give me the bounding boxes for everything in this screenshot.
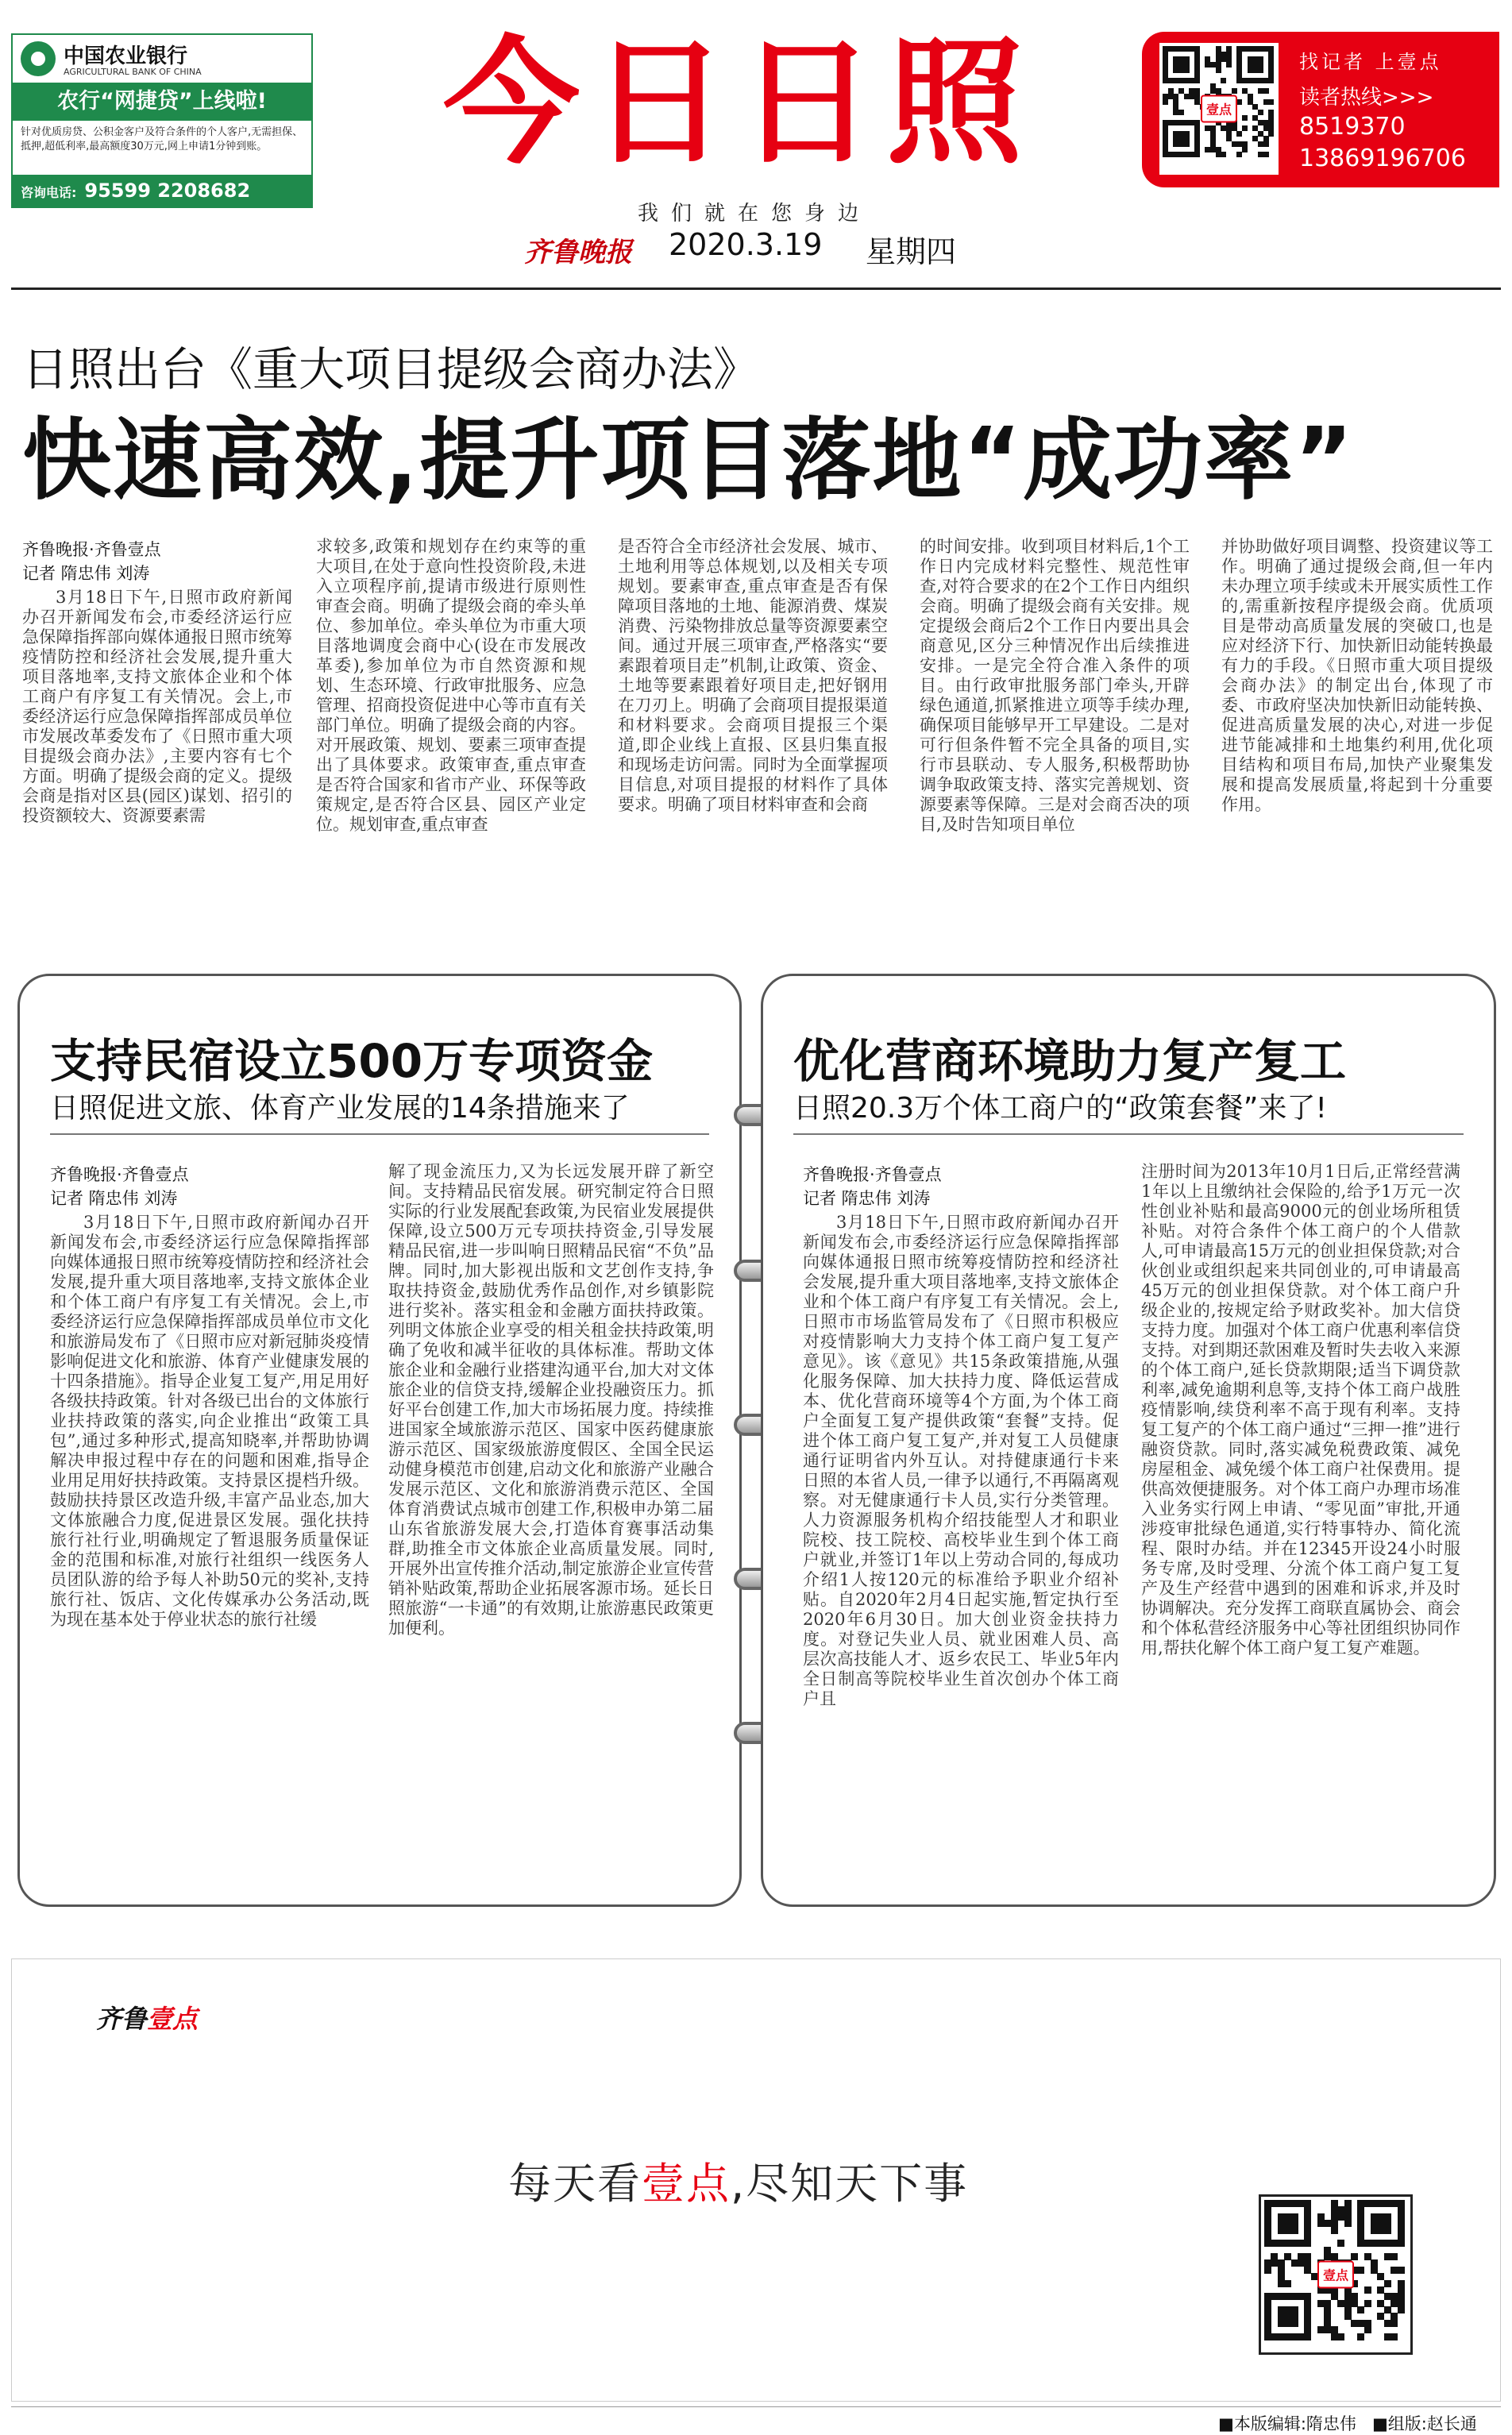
qr-module: [1178, 110, 1184, 115]
yidian-logo: [96, 1999, 198, 2036]
bank-description: 针对优质房贷、公积金客户及符合条件的个人客户,无需担保、抵押,超低利率,最高额度30万元,网上申请1分钟到账。: [21, 126, 303, 152]
lead-byline: [22, 537, 161, 585]
qr-module: [1357, 2306, 1364, 2313]
masthead-slogan: 我们就在您身边: [637, 202, 871, 226]
masthead-title: 今日日照: [443, 23, 1034, 183]
lead-paragraph: 3月18日下午,日照市政府新闻办召开新闻发布会,市委经济运行应急保障指挥部向媒体通报日照市统筹疫情防控和经济社会发展,提升重大项目落地率,支持文旅体企业和个体工商户有序复工有关情况。会上,市委经济运行应急保障指挥部成员单位市发展改革委发布了《日照市重大项目提级会商办法》,主要内容有七个方面。明确了提级会商的定义。提级会商是指对区县(园区)谋划、招引的投资额较大、资源要素需: [22, 588, 292, 825]
qr-module: [1232, 88, 1237, 94]
footer-divider: [11, 2406, 1501, 2407]
bank-name: 中国农业银行: [64, 44, 188, 68]
ad-slogan-pre: 每天看: [508, 2159, 642, 2209]
lead-column-3: [618, 537, 888, 937]
qr-module: [1263, 152, 1269, 157]
box-left-divider: [50, 1133, 709, 1135]
box-right-column-1: [803, 1213, 1119, 1880]
qr-module: [1291, 2227, 1298, 2234]
qr-module: [1331, 2227, 1338, 2234]
bank-hotline-label: 咨询电话:: [21, 185, 77, 200]
box-left-subtitle: 日照促进文旅、体育产业发展的14条措施来了: [50, 1092, 630, 1125]
qr-module: [1221, 78, 1226, 83]
qr-module: [1390, 2253, 1398, 2260]
qr-module: [1194, 78, 1200, 83]
qr-module: [1242, 147, 1248, 152]
qr-module: [1351, 2253, 1358, 2260]
bank-advert[interactable]: [11, 33, 313, 208]
qr-module: [1284, 2280, 1291, 2287]
qr-module: [1398, 2240, 1405, 2247]
issue-weekday: 星期四: [866, 234, 957, 269]
footer-credits: [1218, 2411, 1477, 2435]
qr-module: [1344, 2220, 1352, 2227]
box-right-divider: [793, 1133, 1464, 1135]
qr-module: [1364, 2326, 1371, 2333]
article-box-right: [761, 974, 1496, 1907]
qr-module: [1337, 2240, 1344, 2247]
bank-hotline-number: 95599 2208682: [84, 179, 251, 202]
qr-module: [1184, 141, 1190, 147]
qr-module: [1163, 99, 1168, 105]
box-left-title: 支持民宿设立500万专项资金: [50, 1034, 654, 1088]
box-left-paragraph: 解了现金流压力,又为长远发展开辟了新空间。支持精品民宿发展。研究制定符合日照实际的行业发展配套政策,为民宿业发展提供保障,设立500万元专项扶持资金,引导发展精品民宿,进一步叫响日照精品民宿“不负”品牌。同时,加大影视出版和文艺创作支持,争取扶持资金,鼓励优秀作品创作,对乡镇影院进行奖补。落实租金和金融方面扶持政策。列明文体旅企业享受的相关租金扶持政策,明确了免收和减半征收的具体标准。帮助文体旅企业和金融行业搭建沟通平台,加大对文体旅企业的信贷支持,缓解企业投融资压力。抓好平台创建工作,加大市场拓展力度。持续推进国家全域旅游示范区、国家中医药健康旅游示范区、国家级旅游度假区、全国全民运动健身模范市创建,启动文化和旅游产业融合发展示范区、文化和旅游消费示范区、全国体育消费试点城市创建工作,积极申办第二届山东省旅游发展大会,打造体育赛事活动集群,助推全市文体旅企业高质量发展。同时,开展外出宣传推介活动,制定旅游企业宣传营销补贴政策,帮助企业拓展客源市场。延长日照旅游“一卡通”的有效期,让旅游惠民政策更加便利。: [388, 1162, 714, 1638]
qr-module: [1291, 2320, 1298, 2327]
qr-badge: 壹点: [1201, 95, 1237, 123]
byline-names: 记者 隋忠伟 刘涛: [50, 1189, 178, 1208]
box-right-byline: [803, 1162, 942, 1210]
abc-logo-icon: [21, 41, 56, 76]
qr-module: [1268, 78, 1274, 83]
ad-qr-code-icon[interactable]: [1259, 2194, 1413, 2355]
contact-title: 找记者 上壹点: [1299, 51, 1442, 73]
qr-module: [1268, 131, 1274, 137]
lead-headline: 快速高效,提升项目落地“成功率”: [22, 409, 1355, 512]
byline-unit: 齐鲁晚报·齐鲁壹点: [803, 1165, 942, 1184]
footer-editor: ■本版编辑:隋忠伟: [1218, 2414, 1356, 2433]
lead-paragraph: 的时间安排。收到项目材料后,1个工作日内完成材料完整性、规范性审查,对符合要求的在2个工作日内组织会商。明确了提级会商有关安排。规定提级会商后2个工作日内要出具会商意见,区分三种情况作出后续推进安排。一是完全符合准入条件的项目。由行政审批服务部门牵头,开辟绿色通道,抓紧推进立项等手续办理,确保项目能够早开工早建设。二是对可行但条件暂不完全具备的项目,实行市县联动、专人服务,积极帮助协调争取政策支持、落实完善规划、资源要素等保障。三是对会商否决的项目,及时告知项目单位: [920, 537, 1190, 834]
qr-module: [1268, 99, 1274, 105]
qr-module: [1242, 125, 1248, 131]
qr-module: [1390, 2333, 1398, 2340]
yidian-logo-accent: 壹点: [147, 2004, 199, 2034]
bank-hotline: [13, 175, 311, 206]
reader-contact-panel: [1142, 32, 1499, 187]
box-left-column-2: [388, 1162, 714, 1880]
ad-slogan: [508, 2150, 968, 2211]
qilu-yidian-advert[interactable]: [11, 1958, 1501, 2402]
article-box-left: [17, 974, 742, 1907]
contact-phone-2: 13869196706: [1299, 145, 1466, 172]
paper-logo: 齐鲁晚报: [524, 237, 632, 268]
box-left-column-1: [50, 1213, 369, 1880]
qr-module: [1304, 2240, 1311, 2247]
box-left-paragraph: 3月18日下午,日照市政府新闻办召开新闻发布会,市委经济运行应急保障指挥部向媒体通报日照市统筹疫情防控和经济社会发展,提升重大项目落地率,支持文旅体企业和个体工商户有序复工有关情况。会上,市委经济运行应急保障指挥部成员单位市文化和旅游局发布了《日照市应对新冠肺炎疫情影响促进文化和旅游、体育产业健康发展的十四条措施》。指导企业复工复产,用足用好各级扶持政策。针对各级已出台的文体旅行业扶持政策的落实,向企业推出“政策工具包”,通过多种形式,提高知晓率,并帮助协调解决申报过程中存在的问题和困难,指导企业用足用好扶持政策。支持景区提档升级。鼓励扶持景区改造升级,丰富产品业态,加大文体旅融合力度,促进景区发展。强化扶持旅行社行业,明确规定了暂退服务质量保证金的范围和标准,对旅行社组织一线医务人员团队游的给予每人补助50元的奖补,支持旅行社、饭店、文化传媒承办公务活动,既为现在基本处于停业状态的旅行社缓: [50, 1213, 369, 1629]
box-right-column-2: [1141, 1162, 1460, 1880]
box-right-subtitle: 日照20.3万个体工商户的“政策套餐”来了!: [793, 1092, 1327, 1125]
yidian-logo-main: 齐鲁: [96, 2004, 148, 2034]
qr-module: [1242, 115, 1248, 121]
lead-paragraph: 并协助做好项目调整、投资建议等工作。明确了通过提级会商,但一年内未办理立项手续或未开展实质性工作的,需重新按程序提级会商。优质项目是带动高质量发展的突破口,也是应对经济下行、加快新旧动能转换最有力的手段。《日照市重大项目提级会商办法》的制定出台,体现了市委、市政府坚决加快新旧动能转换、促进高质量发展的决心,对进一步促进节能减排和土地集约利用,优化项目结构和项目布局,加快产业聚集发展和提高发展质量,将起到十分重要作用。: [1221, 537, 1493, 814]
footer-layout: ■组版:赵长通: [1371, 2414, 1477, 2433]
qr-module: [1194, 152, 1200, 157]
qr-module: [1304, 2333, 1311, 2340]
qr-module: [1263, 141, 1269, 147]
qr-module: [1258, 110, 1263, 115]
qr-badge: 壹点: [1317, 2261, 1354, 2289]
qr-module: [1258, 68, 1263, 73]
qr-module: [1357, 2267, 1364, 2274]
qr-module: [1184, 68, 1190, 73]
box-left-byline: [50, 1162, 189, 1210]
box-right-title: 优化营商环境助力复产复工: [793, 1034, 1347, 1088]
box-right-paragraph: 注册时间为2013年10月1日后,正常经营满1年以上且缴纳社会保险的,给予1万元一次性创业补贴和最高9000元的创业场所租赁补贴。对符合条件个体工商户的个人借款人,可申请最高15万元的创业担保贷款;对合伙创业或组织起来共同创业的,可申请最高45万元的创业担保贷款。对个体工商户升级企业的,按规定给予财政奖补。加大信贷支持力度。加强对个体工商户优惠利率信贷支持。对到期还款困难及暂时失去收入来源的个体工商户,延长贷款期限;适当下调贷款利率,减免逾期利息等,支持个体工商户战胜疫情影响,续贷利率不高于现有利率。支持复工复产的个体工商户通过“三押一推”进行融资贷款。同时,落实减免税费政策、减免房屋租金、减免缓个体工商户社保费用。提供高效便捷服务。对个体工商户办理市场准入业务实行网上申请、“零见面”审批,开通涉疫审批绿色通道,实行特事特办、简化流程、限时办结。并在12345开设24小时服务专席,及时受理、分流个体工商户复工复产及生产经营中遇到的困难和诉求,并及时协调解决。充分发挥工商联直属协会、商会和个体私营经济服务中心等社团组织协同作用,帮扶化解个体工商户复工复产难题。: [1141, 1162, 1460, 1657]
byline-unit: 齐鲁晚报·齐鲁壹点: [22, 540, 161, 559]
byline-unit: 齐鲁晚报·齐鲁壹点: [50, 1165, 189, 1184]
bank-slogan: 农行“网捷贷”上线啦!: [13, 83, 311, 121]
lead-column-5: [1221, 537, 1493, 937]
byline-names: 记者 隋忠伟 刘涛: [22, 564, 150, 583]
lead-paragraph: 是否符合全市经济社会发展、城市、土地利用等总体规划,以及相关专项规划。要素审查,重点审查是否有保障项目落地的土地、能源消费、煤炭消费、污染物排放总量等资源要素空间。通过开展三项审查,严格落实“要素跟着项目走”机制,让政策、资金、土地等要素跟着好项目走,把好钢用在刀刃上。明确了会商项目提报渠道和材料要求。会商项目提报三个渠道,即企业线上直报、区县归集直报和现场走访问需。同时为全面掌握项目信息,对项目提报的材料作了具体要求。明确了项目材料审查和会商: [618, 537, 888, 814]
contact-hotline-label: 读者热线>>>: [1299, 86, 1434, 110]
qr-module: [1384, 2227, 1391, 2234]
ad-slogan-highlight: 壹点: [642, 2159, 731, 2209]
qr-module: [1236, 152, 1242, 157]
qr-module: [1221, 152, 1226, 157]
qr-module: [1398, 2267, 1405, 2274]
qr-module: [1337, 2333, 1344, 2340]
qr-module: [1236, 131, 1242, 137]
qr-module: [1216, 68, 1221, 73]
lead-column-4: [920, 537, 1190, 937]
qr-module: [1264, 2267, 1271, 2274]
lead-column-2: [316, 537, 586, 937]
bank-name-en: AGRICULTURAL BANK OF CHINA: [64, 67, 202, 77]
qr-module: [1263, 88, 1269, 94]
qr-module: [1390, 2320, 1398, 2327]
qr-module: [1357, 2333, 1364, 2340]
lead-kicker: 日照出台《重大项目提级会商办法》: [22, 342, 760, 396]
issue-date: 2020.3.19: [669, 227, 823, 262]
qr-module: [1384, 2280, 1391, 2287]
qr-code-icon[interactable]: [1159, 43, 1279, 175]
header-divider: [11, 287, 1501, 290]
box-right-paragraph: 3月18日下午,日照市政府新闻办召开新闻发布会,市委经济运行应急保障指挥部向媒体通报日照市统筹疫情防控和经济社会发展,提升重大项目落地率,支持文旅体企业和个体工商户有序复工有关情况。会上,日照市市场监管局发布了《日照市积极应对疫情影响大力支持个体工商户复工复产意见》。该《意见》共15条政策措施,从强化服务保障、加大扶持力度、降低运营成本、优化营商环境等4个方面,为个体工商户全面复工复产提供政策“套餐”支持。促进个体工商户复工复产,并对复工人员健康通行证明省内外互认。对持健康通行卡来日照的本省人员,一律予以通行,不再隔离观察。对无健康通行卡人员,实行分类管理。人力资源服务机构介绍技能型人才和职业院校、技工院校、高校毕业生到个体工商户就业,并签订1年以上劳动合同的,每成功介绍1人按120元的标准给予职业介绍补贴。自2020年2月4日起实施,暂定执行至2020年6月30日。加大创业资金扶持力度。对登记失业人员、就业困难人员、高层次高技能人才、返乡农民工、毕业5年内全日制高等院校毕业生首次创办个体工商户且: [803, 1213, 1119, 1708]
lead-paragraph: 求较多,政策和规划存在约束等的重大项目,在处于意向性投资阶段,未进入立项程序前,提请市级进行原则性审查会商。明确了提级会商的牵头单位、参加单位。牵头单位为市重大项目落地调度会商中心(设在市发展改革委),参加单位为市自然资源和规划、生态环境、行政审批服务、应急管理、招商投资促进中心等市直有关部门单位。明确了提级会商的内容。对开展政策、规划、要素三项审查提出了具体要求。政策审查,重点审查是否符合国家和省市产业、环保等政策规定,是否符合区县、园区产业定位。规划审查,重点审查: [316, 537, 586, 834]
byline-names: 记者 隋忠伟 刘涛: [803, 1189, 931, 1208]
ad-slogan-post: ,尽知天下事: [731, 2159, 969, 2209]
qr-module: [1364, 2300, 1371, 2307]
qr-module: [1398, 2306, 1405, 2313]
qr-module: [1236, 99, 1242, 105]
qr-module: [1226, 62, 1232, 68]
lead-column-1: [22, 588, 292, 937]
contact-phone-1: 8519370: [1299, 113, 1406, 141]
qr-module: [1364, 2286, 1371, 2294]
